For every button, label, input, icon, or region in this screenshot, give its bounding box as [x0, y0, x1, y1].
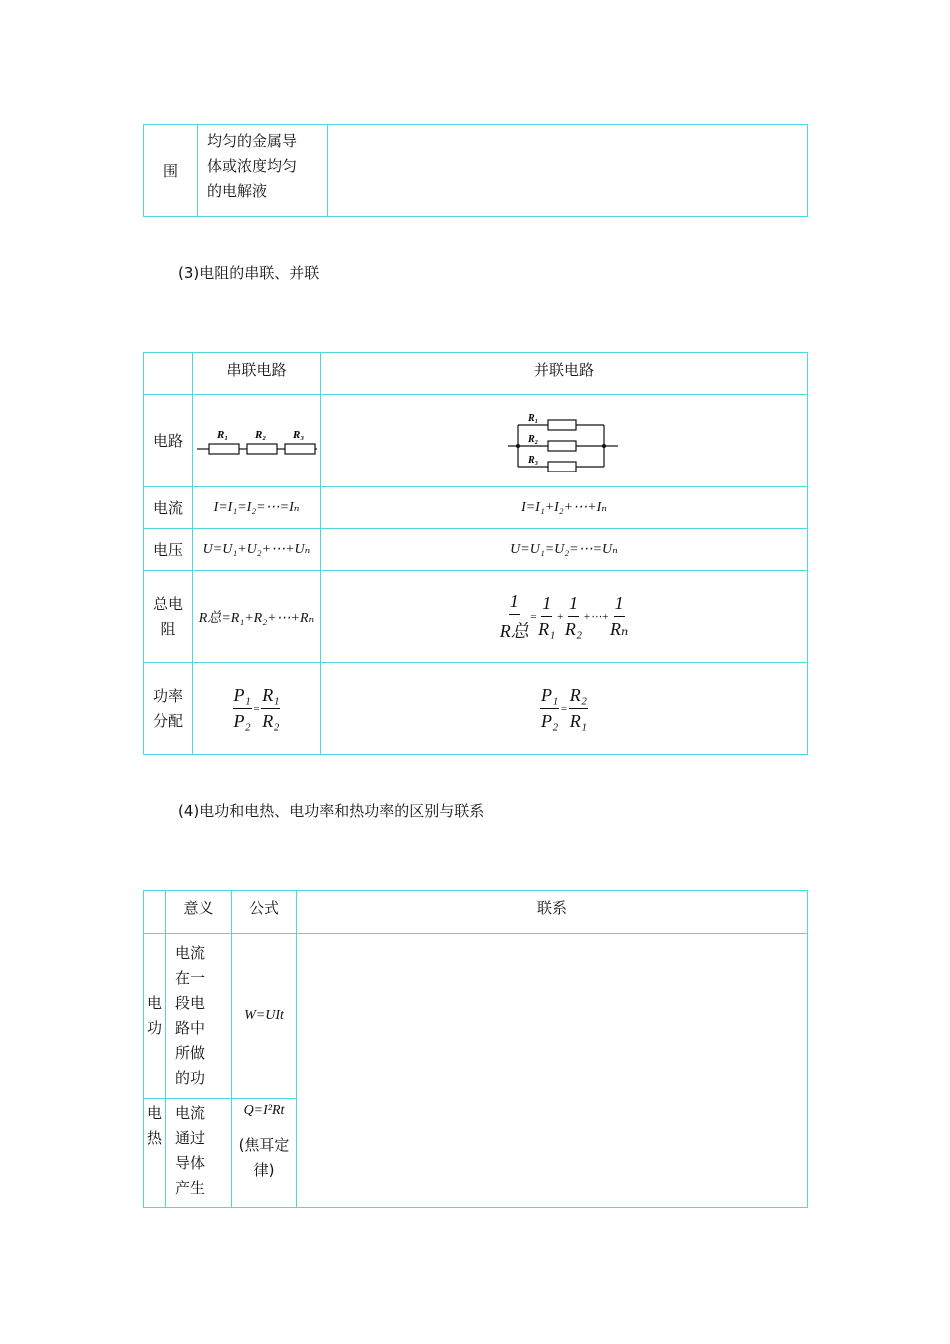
resistor-r1	[548, 420, 576, 430]
section-3-heading: (3)电阻的串联、并联	[178, 264, 320, 282]
fraction: $\frac{\text{R₁}}{\text{R₂}}$	[262, 685, 280, 731]
row-label-current: 电流	[144, 487, 193, 529]
label-line: 分配	[152, 711, 183, 730]
scope-line: 均匀的金属导	[207, 132, 298, 150]
label-line: 电	[146, 994, 162, 1012]
scope-label: 围	[144, 125, 198, 217]
fraction: $\frac{1}{\text{R₂}}$	[564, 593, 583, 639]
series-circuit-diagram	[197, 425, 317, 457]
label-line: 功率	[152, 686, 183, 705]
meaning-line: 产生	[175, 1179, 206, 1197]
scope-content	[198, 125, 328, 217]
row-label-work	[144, 934, 166, 1099]
scope-line: 体或浓度均匀	[207, 157, 298, 175]
material-table	[143, 124, 808, 217]
fraction: $\frac{1}{\text{R₁}}$	[538, 593, 556, 639]
label-r3: R₃	[528, 454, 539, 466]
series-parallel-table	[143, 352, 808, 755]
meaning-line: 路中	[175, 1019, 206, 1037]
meaning-line: 在一	[175, 969, 206, 987]
label-line: 总电	[152, 594, 183, 613]
parallel-power-formula: $\frac{\text{P₁}}{\text{P₂}}$ = $\frac{\text{R₂}}{\text{R₁}}$	[321, 663, 808, 755]
series-voltage-formula: U=U₁+U₂+⋯+Uₙ	[193, 529, 321, 571]
fraction: $\frac{1}{\text{R总}}$	[499, 590, 529, 641]
header-formula: 公式	[232, 891, 297, 934]
heat-formula-cell	[232, 1099, 297, 1208]
work-heat-table	[143, 890, 808, 1208]
meaning-line: 电流	[175, 944, 206, 962]
work-meaning	[166, 934, 232, 1099]
meaning-line: 所做	[175, 1044, 206, 1062]
note-line: 律)	[253, 1161, 275, 1179]
scope-line: 的电解液	[207, 182, 268, 200]
label-line: 电	[146, 1104, 162, 1122]
resistor-r3	[548, 462, 576, 472]
row-label-circuit: 电路	[144, 395, 193, 487]
header-corner	[144, 891, 166, 934]
fraction: $\frac{\text{R₂}}{\text{R₁}}$	[569, 685, 587, 731]
label-r2: R₂	[254, 428, 266, 441]
label-line: 阻	[160, 619, 176, 638]
parallel-current-formula: I=I₁+I₂+⋯+Iₙ	[321, 487, 808, 529]
fraction: $\frac{\text{P₁}}{\text{P₂}}$	[541, 685, 559, 731]
note-line: (焦耳定	[238, 1136, 290, 1154]
row-label-voltage: 电压	[144, 529, 193, 571]
header-meaning: 意义	[166, 891, 232, 934]
series-resistance-formula: R总=R₁+R₂+⋯+Rₙ	[193, 571, 321, 663]
header-corner	[144, 353, 193, 395]
parallel-resistance-formula: $\frac{1}{\text{R总}}$ = $\frac{1}{\text{R₁}}$ + $\frac{1}{\text{R₂}}$ +⋯+ $\frac{1}{\text{Rₙ}}$	[321, 571, 808, 663]
row-label-resistance	[144, 571, 193, 663]
joule-law-note	[232, 1133, 296, 1183]
label-line: 热	[146, 1129, 162, 1147]
relation-cell	[297, 934, 808, 1208]
parallel-circuit-diagram	[506, 410, 622, 472]
label-r3: R₃	[292, 428, 304, 441]
section-4-heading: (4)电功和电热、电功率和热功率的区别与联系	[178, 802, 485, 820]
header-parallel: 并联电路	[321, 353, 808, 395]
meaning-line: 导体	[175, 1154, 206, 1172]
empty-cell	[328, 125, 808, 217]
meaning-line: 的功	[175, 1069, 206, 1087]
heat-meaning	[166, 1099, 232, 1208]
label-line: 功	[146, 1019, 162, 1037]
header-relation: 联系	[297, 891, 808, 934]
series-power-formula: $\frac{\text{P₁}}{\text{P₂}}$ = $\frac{\text{R₁}}{\text{R₂}}$	[193, 663, 321, 755]
parallel-voltage-formula: U=U₁=U₂=⋯=Uₙ	[321, 529, 808, 571]
meaning-line: 电流	[175, 1104, 206, 1122]
fraction: $\frac{\text{P₁}}{\text{P₂}}$	[233, 685, 251, 731]
resistor-r2	[548, 441, 576, 451]
resistor-r1	[209, 444, 239, 454]
meaning-line: 通过	[175, 1129, 206, 1147]
row-label-power	[144, 663, 193, 755]
work-formula: W=UIt	[232, 934, 297, 1099]
resistor-r3	[285, 444, 315, 454]
meaning-line: 段电	[175, 994, 206, 1012]
resistor-r2	[247, 444, 277, 454]
label-r1: R₁	[528, 412, 539, 424]
label-r1: R₁	[216, 428, 228, 441]
header-series: 串联电路	[193, 353, 321, 395]
label-r2: R₂	[528, 433, 539, 445]
series-circuit-cell	[193, 395, 321, 487]
row-label-heat	[144, 1099, 166, 1208]
series-current-formula: I=I₁=I₂=⋯=Iₙ	[193, 487, 321, 529]
fraction: $\frac{1}{\text{Rₙ}}$	[609, 593, 629, 639]
parallel-circuit-cell	[321, 395, 808, 487]
heat-formula: Q=I²Rt	[243, 1103, 285, 1118]
